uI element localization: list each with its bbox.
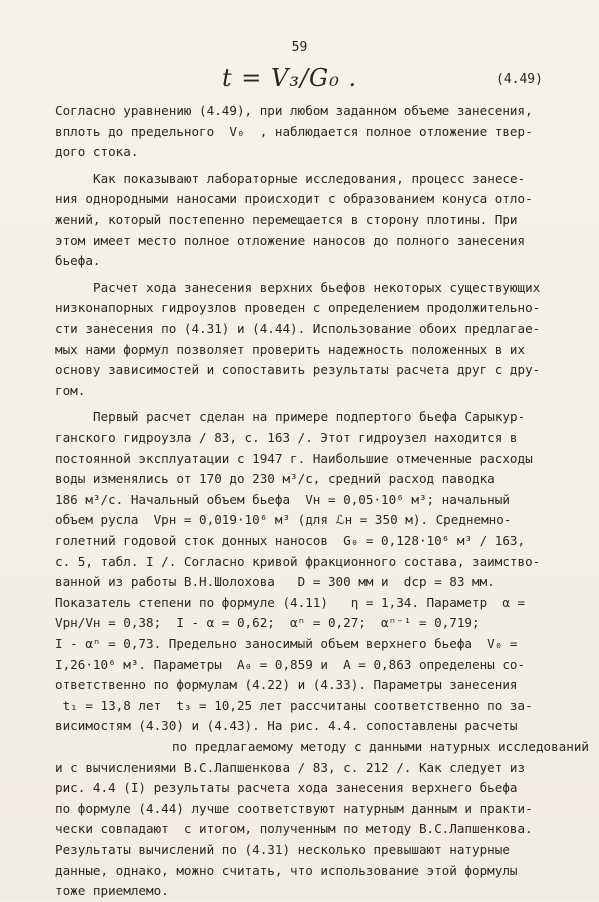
page-number: 59 [291,40,308,55]
text-line: Как показывают лабораторные исследования, процесс занесе- [93,171,526,186]
text-line: I,26·10⁶ м³. Параметры A₀ = 0,859 и A = 0,863 определены со- [55,657,526,672]
text-line: t₁ = 13,8 лет t₃ = 10,25 лет рассчитаны соответственно по за- [55,698,533,713]
text-line: сти занесения по (4.31) и (4.44). Использование обоих предлагае- [55,321,541,336]
text-line: данные, однако, можно считать, что использование этой формулы [55,863,518,878]
text-line: и с вычислениями В.С.Лапшенкова / 83, с. 212 /. Как следует из [55,760,526,775]
text-line: бьефа. [55,253,101,268]
text-line: ния однородными наносами происходит с образованием конуса отло- [55,191,533,206]
formula-4-49: t = V₃/G₀ . [222,64,358,92]
text-line: 186 м³/с. Начальный объем бьефа Vн = 0,05·10⁶ м³; начальный [55,492,510,507]
text-line: чески совпадают с итогом, полученным по методу В.С.Лапшенкова. [55,821,533,836]
text-line: объем русла Vрн = 0,019·10⁶ м³ (для ℒн = 350 м). Среднемно- [55,512,512,527]
text-line: голетний годовой сток донных наносов G₀ = 0,128·10⁶ м³ / 163, [55,533,526,548]
text-line: Показатель степени по формуле (4.11) η = 1,34. Параметр α = [55,595,526,610]
text-line: ванной из работы В.Н.Шолохова D = 300 мм и dср = 83 мм. [55,574,495,589]
text-line: Vрн/Vн = 0,38; I - α = 0,62; αⁿ = 0,27; αⁿ⁻¹ = 0,719; [55,615,480,630]
text-line: ответственно по формулам (4.22) и (4.33). Параметры занесения [55,677,518,692]
text-line: по предлагаемому методу с данными натурных исследований [172,739,590,754]
text-line: постоянной эксплуатации с 1947 г. Наибольшие отмеченные расходы [55,451,533,466]
text-line: Расчет хода занесения верхних бьефов некоторых существующих [93,280,541,295]
text-line: Согласно уравнению (4.49), при любом заданном объеме занесения, [55,103,533,118]
text-line: I - αⁿ = 0,73. Предельно заносимый объем верхнего бьефа V₀ = [55,636,518,651]
text-line: мых нами формул позволяет проверить надежность положенных в их [55,342,526,357]
text-line: Результаты вычислений по (4.31) несколько превышают натурные [55,842,510,857]
text-line: с. 5, табл. I /. Согласно кривой фракционного состава, заимство- [55,554,541,569]
text-line: по формуле (4.44) лучше соответствуют натурным данным и практи- [55,801,533,816]
text-line: висимостям (4.30) и (4.43). На рис. 4.4. сопоставлены расчеты [55,718,518,733]
text-line: жений, который постепенно перемещается в сторону плотины. При [55,212,518,227]
text-line: Первый расчет сделан на примере подпертого бьефа Сарыкур- [93,409,526,424]
text-line: основу зависимостей и сопоставить результаты расчета друг с дру- [55,362,541,377]
formula-row [0,64,599,94]
text-line: гом. [55,383,86,398]
text-line: этом имеет место полное отложение наносов до полного занесения [55,233,526,248]
text-line: дого стока. [55,144,139,159]
text-line: тоже приемлемо. [55,883,169,898]
equation-number: (4.49) [496,72,543,87]
text-line: вплоть до предельного V₀ , наблюдается полное отложение твер- [55,124,533,139]
text-line: низконапорных гидроузлов проведен с определением продолжительно- [55,300,541,315]
text-line: ганского гидроузла / 83, с. 163 /. Этот гидроузел находится в [55,430,518,445]
text-line: рис. 4.4 (I) результаты расчета хода занесения верхнего бьефа [55,780,518,795]
text-line: воды изменялись от 170 до 230 м³/с, средний расход паводка [55,471,495,486]
